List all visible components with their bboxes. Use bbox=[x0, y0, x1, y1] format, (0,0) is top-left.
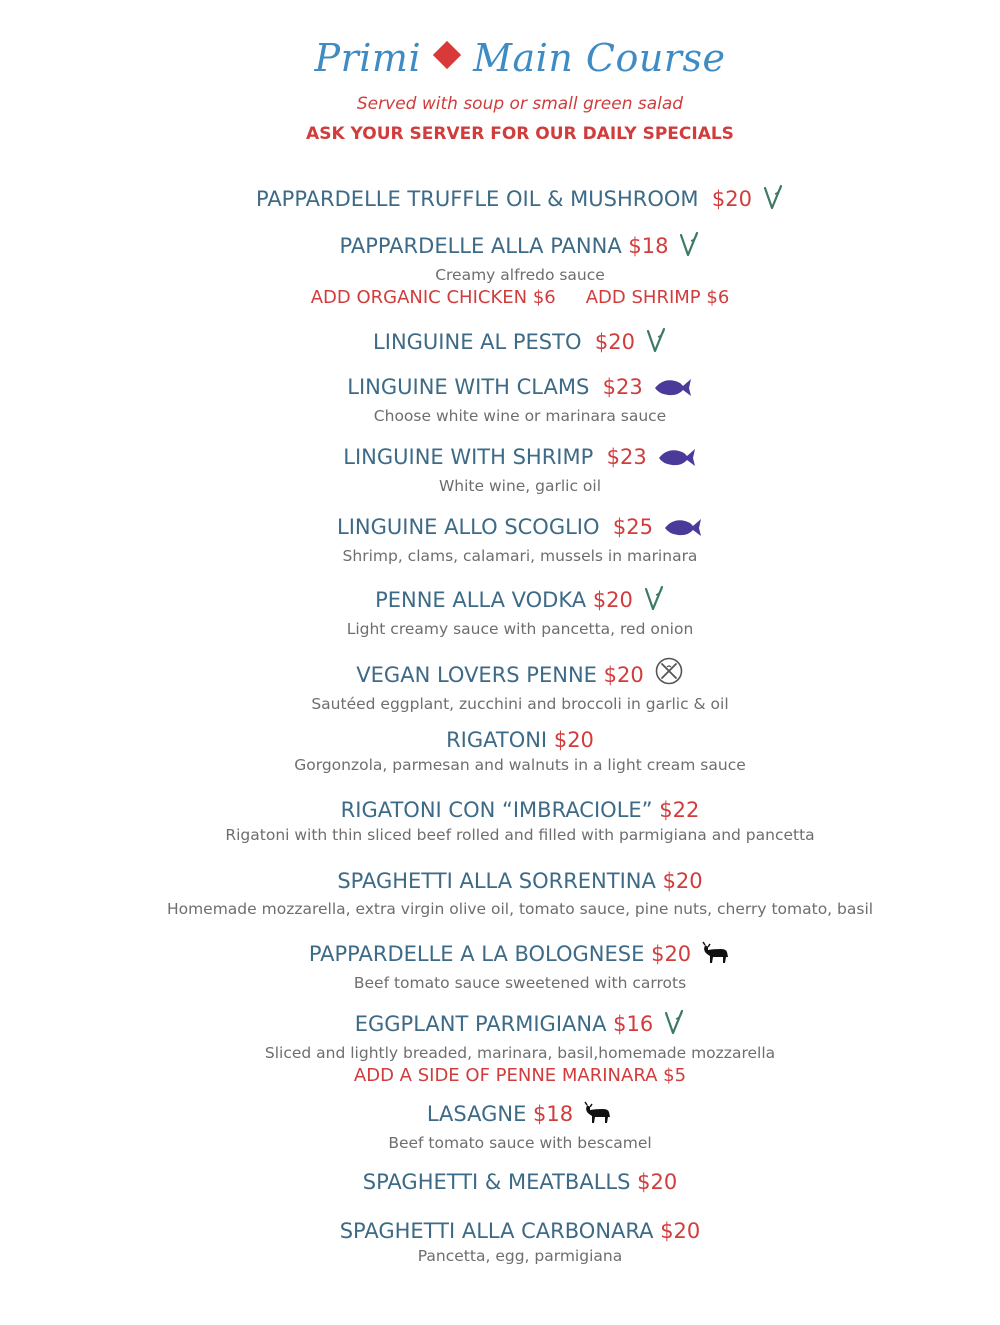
leaf-v-icon bbox=[643, 585, 665, 617]
item-name: SPAGHETTI & MEATBALLS bbox=[362, 1170, 631, 1194]
item-price: $25 bbox=[612, 515, 653, 539]
vegan-crossed-circle-icon bbox=[654, 656, 684, 692]
leaf-v-icon bbox=[663, 1009, 685, 1041]
menu-item-spaghetti-carbonara bbox=[0, 1218, 1000, 1266]
menu-item-vegan-penne bbox=[0, 656, 1000, 714]
item-name: LINGUINE ALLO SCOGLIO bbox=[337, 515, 600, 539]
menu-item-spaghetti-sorrentina bbox=[0, 868, 1000, 919]
item-price: $23 bbox=[606, 445, 647, 469]
fish-icon bbox=[657, 446, 697, 474]
item-name: PAPPARDELLE TRUFFLE OIL & MUSHROOM bbox=[256, 187, 699, 211]
item-price: $20 bbox=[594, 330, 635, 354]
add-on-penne-marinara: ADD A SIDE OF PENNE MARINARA $5 bbox=[353, 1065, 687, 1086]
menu-item-linguine-shrimp bbox=[0, 444, 1000, 496]
menu-item-penne-vodka bbox=[0, 585, 1000, 639]
leaf-v-icon bbox=[762, 184, 784, 216]
menu-item-lasagne bbox=[0, 1101, 1000, 1153]
item-price: $16 bbox=[613, 1012, 654, 1036]
item-description: Pancetta, egg, parmigiana bbox=[417, 1247, 623, 1265]
item-name: LASAGNE bbox=[426, 1102, 527, 1126]
item-price: $18 bbox=[628, 234, 669, 258]
item-name: SPAGHETTI ALLA SORRENTINA bbox=[337, 869, 656, 893]
menu-item-linguine-pesto bbox=[0, 327, 1000, 359]
item-price: $20 bbox=[651, 942, 692, 966]
item-price: $20 bbox=[592, 588, 633, 612]
item-name: PENNE ALLA VODKA bbox=[375, 588, 587, 612]
menu-item-pappardelle-truffle bbox=[0, 184, 1000, 216]
item-name: LINGUINE WITH CLAMS bbox=[347, 375, 590, 399]
specials-notice: ASK YOUR SERVER FOR OUR DAILY SPECIALS bbox=[306, 124, 734, 144]
item-price: $20 bbox=[553, 728, 594, 752]
item-description: Choose white wine or marinara sauce bbox=[373, 407, 667, 425]
item-name: RIGATONI bbox=[446, 728, 548, 752]
item-description: Gorgonzola, parmesan and walnuts in a light cream sauce bbox=[294, 756, 746, 774]
fish-icon bbox=[653, 376, 693, 404]
item-price: $23 bbox=[602, 375, 643, 399]
item-name: LINGUINE AL PESTO bbox=[373, 330, 582, 354]
bull-icon bbox=[583, 1101, 613, 1131]
item-description: Beef tomato sauce with bescamel bbox=[388, 1134, 652, 1152]
item-add-ons bbox=[0, 286, 1000, 310]
item-description: Homemade mozzarella, extra virgin olive oil, tomato sauce, pine nuts, cherry tomato, basil bbox=[166, 900, 874, 918]
item-name: SPAGHETTI ALLA CARBONARA bbox=[339, 1219, 654, 1243]
menu-item-spaghetti-meatballs bbox=[0, 1169, 1000, 1195]
item-price: $20 bbox=[662, 869, 703, 893]
item-description: White wine, garlic oil bbox=[438, 477, 602, 495]
item-description: Creamy alfredo sauce bbox=[435, 266, 605, 284]
item-description: Light creamy sauce with pancetta, red onion bbox=[346, 620, 694, 638]
menu-item-linguine-scoglio bbox=[0, 514, 1000, 566]
item-name: LINGUINE WITH SHRIMP bbox=[343, 445, 594, 469]
fish-icon bbox=[663, 516, 703, 544]
item-description: Rigatoni with thin sliced beef rolled and filled with parmigiana and pancetta bbox=[225, 826, 815, 844]
item-description: Beef tomato sauce sweetened with carrots bbox=[353, 974, 687, 992]
item-price: $20 bbox=[637, 1170, 678, 1194]
menu-item-rigatoni-imbraciole bbox=[0, 797, 1000, 845]
item-price: $20 bbox=[660, 1219, 701, 1243]
item-description: Shrimp, clams, calamari, mussels in marinara bbox=[342, 547, 698, 565]
menu-item-pappardelle-bolognese bbox=[0, 941, 1000, 993]
title-main-course: Main Course bbox=[473, 36, 726, 80]
item-price: $20 bbox=[603, 663, 644, 687]
leaf-v-icon bbox=[678, 231, 700, 263]
menu-item-rigatoni bbox=[0, 727, 1000, 775]
bull-icon bbox=[701, 941, 731, 971]
item-price: $18 bbox=[533, 1102, 574, 1126]
item-name: VEGAN LOVERS PENNE bbox=[356, 663, 597, 687]
item-name: PAPPARDELLE A LA BOLOGNESE bbox=[308, 942, 645, 966]
item-description: Sautéed eggplant, zucchini and broccoli in garlic & oil bbox=[311, 695, 729, 713]
item-name: PAPPARDELLE ALLA PANNA bbox=[339, 234, 622, 258]
menu-item-pappardelle-panna bbox=[0, 231, 1000, 310]
item-price: $20 bbox=[711, 187, 752, 211]
item-price: $22 bbox=[659, 798, 700, 822]
diamond-icon bbox=[433, 41, 461, 69]
add-on-shrimp: ADD SHRIMP $6 bbox=[585, 287, 730, 308]
menu-item-eggplant-parmigiana bbox=[0, 1009, 1000, 1088]
title-primi: Primi bbox=[314, 36, 422, 80]
item-name: RIGATONI CON “IMBRACIOLE” bbox=[340, 798, 653, 822]
page-title bbox=[0, 36, 1000, 80]
add-on-chicken: ADD ORGANIC CHICKEN $6 bbox=[310, 287, 556, 308]
subtitle: Served with soup or small green salad bbox=[356, 94, 684, 114]
leaf-v-icon bbox=[645, 327, 667, 359]
item-name: EGGPLANT PARMIGIANA bbox=[354, 1012, 607, 1036]
menu-item-linguine-clams bbox=[0, 374, 1000, 426]
item-description: Sliced and lightly breaded, marinara, basil,homemade mozzarella bbox=[264, 1044, 776, 1062]
